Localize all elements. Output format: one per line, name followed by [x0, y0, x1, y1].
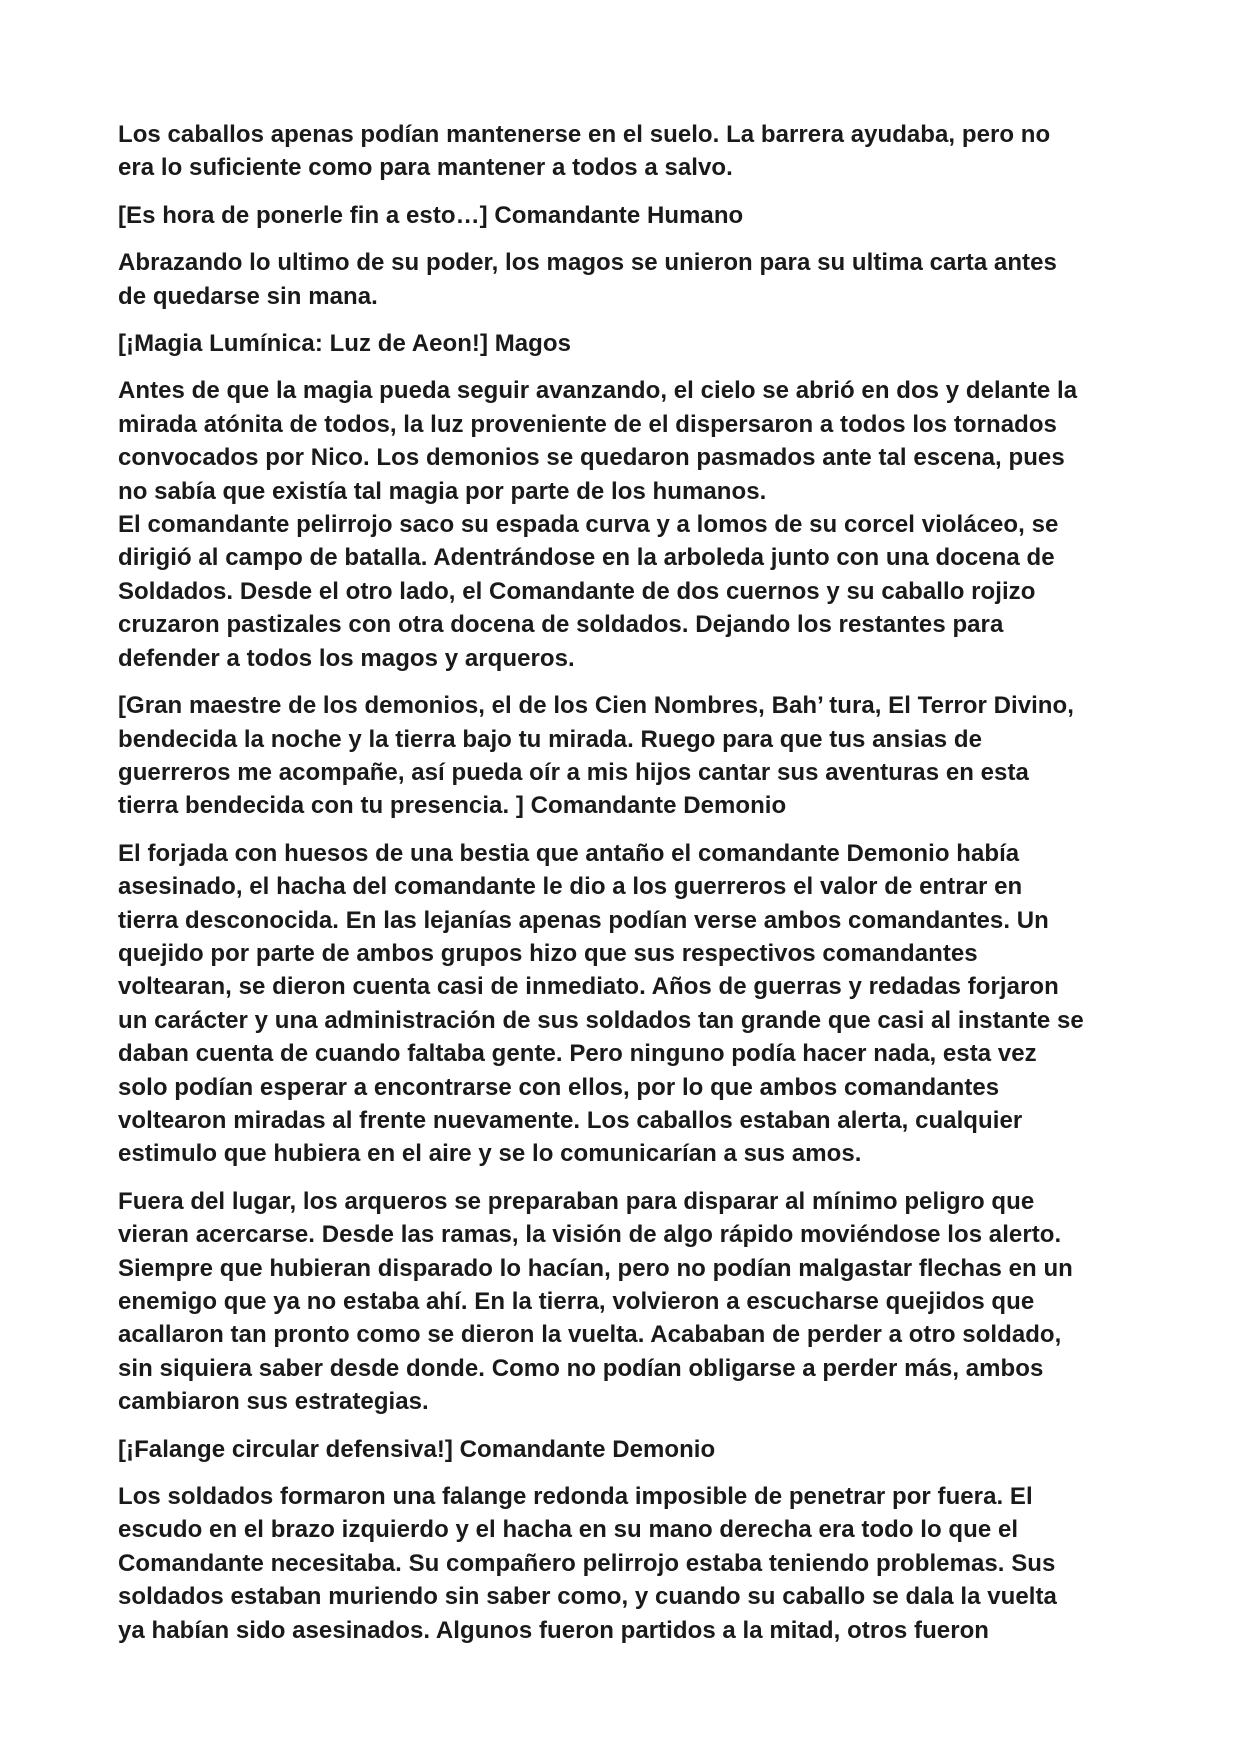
dialogue-human-commander	[118, 199, 1128, 232]
text-line: voltearan, se dieron cuenta casi de inmediato. Años de guerras y redadas forjaron	[118, 973, 1059, 1001]
paragraph-axe	[118, 837, 1128, 1171]
paragraph-mages	[118, 246, 1128, 313]
dialogue-demon-commander-prayer	[118, 689, 1128, 823]
text-line: dirigió al campo de batalla. Adentrándose en la arboleda junto con una docena de	[118, 544, 1055, 572]
text-line: soldados estaban muriendo sin saber como, y cuando su caballo se dala la vuelta	[118, 1583, 1057, 1611]
text-line: guerreros me acompañe, así pueda oír a mis hijos cantar sus aventuras en esta	[118, 758, 1029, 786]
paragraph-sky-opens	[118, 374, 1128, 508]
text-line: El comandante pelirrojo saco su espada curva y a lomos de su corcel violáceo, se	[118, 511, 1059, 539]
text-line: de quedarse sin mana.	[118, 282, 378, 310]
text-line: acallaron tan pronto como se dieron la vuelta. Acababan de perder a otro soldado,	[118, 1321, 1062, 1349]
text-line: era lo suficiente como para mantener a todos a salvo.	[118, 154, 733, 182]
text-line: bendecida la noche y la tierra bajo tu mirada. Ruego para que tus ansias de	[118, 725, 982, 753]
text-line: un carácter y una administración de sus soldados tan grande que casi al instante se	[118, 1006, 1084, 1034]
text-line: convocados por Nico. Los demonios se quedaron pasmados ante tal escena, pues	[118, 444, 1065, 472]
text-line: estimulo que hubiera en el aire y se lo comunicarían a sus amos.	[118, 1140, 862, 1168]
text-line: [¡Falange circular defensiva!] Comandante Demonio	[118, 1435, 716, 1463]
text-line: asesinado, el hacha del comandante le dio a los guerreros el valor de entrar en	[118, 873, 1023, 901]
text-line: escudo en el brazo izquierdo y el hacha en su mano derecha era todo lo que el	[118, 1516, 1019, 1544]
text-line: Comandante necesitaba. Su compañero pelirrojo estaba teniendo problemas. Sus	[118, 1549, 1056, 1577]
text-line: tierra desconocida. En las lejanías apenas podían verse ambos comandantes. Un	[118, 906, 1049, 934]
paragraph-red-commander	[118, 508, 1128, 675]
text-line: solo podían esperar a encontrarse con ellos, por lo que ambos comandantes	[118, 1073, 1000, 1101]
text-line: [Es hora de ponerle fin a esto…] Comandante Humano	[118, 201, 744, 229]
text-line: quejido por parte de ambos grupos hizo que sus respectivos comandantes	[118, 939, 978, 967]
text-line: enemigo que ya no estaba ahí. En la tierra, volvieron a escucharse quejidos que	[118, 1288, 1035, 1315]
text-line: Fuera del lugar, los arqueros se preparaban para disparar al mínimo peligro que	[118, 1187, 1035, 1215]
text-line: Antes de que la magia pueda seguir avanzando, el cielo se abrió en dos y delante la	[118, 377, 1078, 405]
paragraph-phalanx	[118, 1480, 1128, 1647]
text-line: no sabía que existía tal magia por parte de los humanos.	[118, 477, 767, 505]
text-line: Los soldados formaron una falange redonda imposible de penetrar por fuera. El	[118, 1483, 1033, 1511]
text-line: sin siquiera saber desde donde. Como no podían obligarse a perder más, ambos	[118, 1354, 1044, 1382]
paragraph-archers	[118, 1185, 1128, 1419]
dialogue-mages	[118, 327, 1128, 360]
text-line: Abrazando lo ultimo de su poder, los magos se unieron para su ultima carta antes	[118, 249, 1057, 277]
text-line: defender a todos los magos y arqueros.	[118, 644, 575, 672]
text-line: Los caballos apenas podían mantenerse en el suelo. La barrera ayudaba, pero no	[118, 121, 1051, 148]
text-line: daban cuenta de cuando faltaba gente. Pero ninguno podía hacer nada, esta vez	[118, 1040, 1037, 1068]
text-line: [¡Magia Lumínica: Luz de Aeon!] Magos	[118, 330, 571, 358]
text-line: tierra bendecida con tu presencia. ] Comandante Demonio	[118, 792, 787, 820]
text-line: ya habían sido asesinados. Algunos fueron partidos a la mitad, otros fueron	[118, 1616, 990, 1644]
text-line: cambiaron sus estrategias.	[118, 1388, 429, 1416]
text-line: Soldados. Desde el otro lado, el Comandante de dos cuernos y su caballo rojizo	[118, 577, 1036, 605]
dialogue-demon-commander-phalanx	[118, 1433, 1128, 1466]
document-body	[118, 118, 1128, 1661]
text-line: El forjada con huesos de una bestia que antaño el comandante Demonio había	[118, 839, 1020, 867]
text-line: Siempre que hubieran disparado lo hacían, pero no podían malgastar flechas en un	[118, 1254, 1073, 1282]
text-line: mirada atónita de todos, la luz proveniente de el dispersaron a todos los tornados	[118, 410, 1057, 438]
text-line: vieran acercarse. Desde las ramas, la visión de algo rápido moviéndose los alerto.	[118, 1221, 1062, 1249]
text-line: [Gran maestre de los demonios, el de los Cien Nombres, Bah’ tura, El Terror Divino,	[118, 692, 1074, 720]
paragraph-horses	[118, 118, 1128, 185]
text-line: voltearon miradas al frente nuevamente. Los caballos estaban alerta, cualquier	[118, 1106, 1023, 1134]
text-line: cruzaron pastizales con otra docena de soldados. Dejando los restantes para	[118, 611, 1004, 639]
